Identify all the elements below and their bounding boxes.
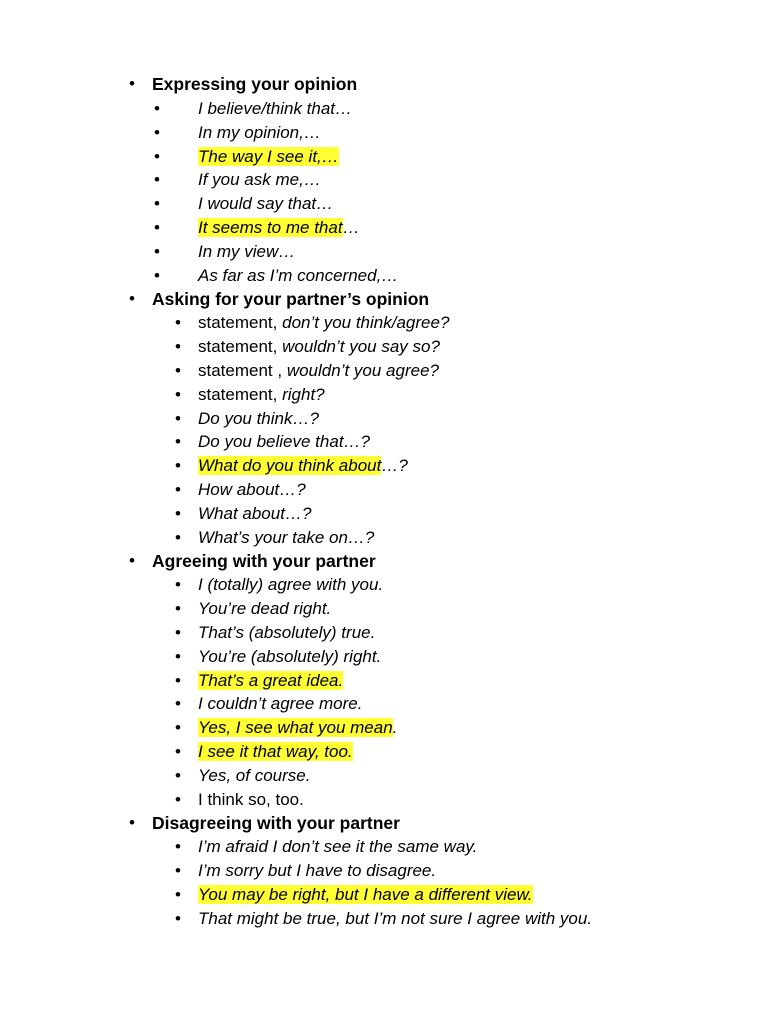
phrase-text (198, 883, 533, 907)
phrase-text (198, 121, 321, 145)
heading-text: Asking for your partner’s opinion (152, 289, 430, 310)
list-item (0, 716, 768, 740)
bullet-icon: • (175, 360, 181, 380)
phrase-hl: I see it that way, too. (198, 741, 353, 761)
list-item (0, 692, 768, 716)
bullet-icon: • (175, 765, 181, 785)
list-item (0, 669, 768, 693)
phrase-text (198, 859, 436, 883)
phrase-italic: wouldn’t you say so? (282, 337, 440, 357)
phrase-hl: What do you think about (198, 456, 382, 476)
phrase-italic: In my opinion,… (198, 122, 321, 142)
heading-text: Disagreeing with your partner (152, 813, 400, 834)
phrase-plain: I think so, too. (198, 789, 304, 809)
phrase-text (198, 692, 362, 716)
phrase-italic: I’m sorry but I have to disagree. (198, 861, 437, 881)
phrase-italic: You’re dead right. (198, 599, 332, 619)
phrase-text (198, 740, 353, 764)
phrase-text (198, 645, 381, 669)
section-disagreeing (0, 811, 768, 930)
list-item (0, 502, 768, 526)
phrase-text (198, 597, 331, 621)
phrase-text (198, 526, 374, 550)
bullet-icon: • (175, 408, 181, 428)
phrase-hl: Yes, I see what you mean (198, 718, 393, 738)
list-item (0, 883, 768, 907)
phrase-italic: What’s your take on…? (198, 527, 375, 547)
list-item (0, 264, 768, 288)
phrase-text (198, 335, 440, 359)
phrase-text (198, 97, 352, 121)
phrase-italic: That’s (absolutely) true. (198, 622, 376, 642)
phrase-italic: As far as I’m concerned,… (198, 265, 399, 285)
bullet-icon: • (129, 289, 135, 309)
phrase-text (198, 168, 321, 192)
bullet-icon: • (175, 908, 181, 928)
phrase-text (198, 764, 310, 788)
phrase-text (198, 430, 370, 454)
list-item (0, 788, 768, 812)
section-agreeing (0, 549, 768, 811)
phrase-text (198, 716, 397, 740)
phrase-list (0, 97, 768, 287)
list-item (0, 621, 768, 645)
phrase-text (198, 359, 439, 383)
bullet-icon: • (175, 575, 181, 595)
bullet-icon: • (175, 503, 181, 523)
list-item (0, 645, 768, 669)
phrase-hl: You may be right, but I have a different view. (198, 884, 533, 904)
list-item (0, 907, 768, 931)
list-item (0, 192, 768, 216)
phrase-italic: If you ask me,… (198, 170, 321, 190)
phrase-text (198, 145, 339, 169)
list-item (0, 454, 768, 478)
list-item (0, 526, 768, 550)
bullet-icon: • (175, 432, 181, 452)
bullet-icon: • (154, 122, 160, 142)
bullet-icon: • (175, 670, 181, 690)
list-item (0, 383, 768, 407)
phrase-text (198, 240, 295, 264)
list-item (0, 240, 768, 264)
phrase-tail: . (392, 718, 398, 738)
list-item (0, 168, 768, 192)
list-item (0, 216, 768, 240)
bullet-icon: • (175, 861, 181, 881)
phrase-italic: don’t you think/agree? (282, 313, 450, 333)
phrase-text (198, 407, 319, 431)
bullet-icon: • (129, 551, 135, 571)
phrase-italic: Do you believe that…? (198, 432, 370, 452)
bullet-icon: • (175, 337, 181, 357)
phrase-text (198, 383, 325, 407)
phrase-hl: The way I see it,… (198, 146, 339, 166)
bullet-icon: • (175, 646, 181, 666)
bullet-icon: • (175, 456, 181, 476)
list-item (0, 597, 768, 621)
bullet-icon: • (175, 313, 181, 333)
section-asking-opinion (0, 287, 768, 549)
phrase-text (198, 907, 592, 931)
bullet-icon: • (129, 74, 135, 93)
section-heading (0, 72, 768, 96)
phrase-italic: I would say that… (198, 194, 334, 214)
list-item (0, 407, 768, 431)
bullet-icon: • (175, 884, 181, 904)
bullet-icon: • (154, 265, 160, 285)
list-item (0, 145, 768, 169)
list-item (0, 97, 768, 121)
bullet-icon: • (154, 170, 160, 190)
heading-text: Agreeing with your partner (152, 551, 376, 572)
section-heading (0, 811, 768, 835)
section-heading (0, 287, 768, 311)
phrase-italic: In my view… (198, 241, 296, 261)
phrase-italic: wouldn’t you agree? (286, 360, 439, 380)
list-item (0, 121, 768, 145)
phrase-list (0, 573, 768, 811)
phrase-italic: I believe/think that… (198, 99, 353, 118)
list-item (0, 573, 768, 597)
phrase-italic: Yes, of course. (198, 765, 311, 785)
list-item (0, 311, 768, 335)
phrase-text (198, 454, 408, 478)
bullet-icon: • (154, 217, 160, 237)
phrase-plain: statement , (198, 360, 287, 380)
phrase-text (198, 835, 477, 859)
phrase-text (198, 264, 398, 288)
phrase-italic: right? (282, 384, 325, 404)
bullet-icon: • (175, 741, 181, 761)
list-item (0, 835, 768, 859)
section-expressing-opinion (0, 72, 768, 287)
phrase-hl: That’s a great idea. (198, 670, 344, 690)
list-item (0, 740, 768, 764)
phrase-text (198, 502, 311, 526)
bullet-icon: • (154, 241, 160, 261)
bullet-icon: • (175, 527, 181, 547)
phrase-italic: How about…? (198, 479, 306, 499)
phrase-italic: I couldn’t agree more. (198, 694, 363, 714)
phrase-plain: statement, (198, 313, 283, 333)
phrase-text (198, 573, 383, 597)
phrase-plain: statement, (198, 384, 283, 404)
phrase-hl: It seems to me that (198, 217, 343, 237)
phrase-tail: …? (381, 456, 408, 476)
phrase-italic: I (totally) agree with you. (198, 575, 384, 595)
phrase-text (198, 311, 449, 335)
bullet-icon: • (154, 194, 160, 214)
bullet-icon: • (175, 622, 181, 642)
phrase-italic: You’re (absolutely) right. (198, 646, 382, 666)
heading-text: Expressing your opinion (152, 74, 358, 94)
phrase-text (198, 621, 375, 645)
list-item (0, 764, 768, 788)
phrase-list (0, 835, 768, 930)
list-item (0, 359, 768, 383)
bullet-icon: • (175, 837, 181, 857)
phrase-text (198, 788, 304, 812)
bullet-icon: • (129, 813, 135, 833)
bullet-icon: • (175, 789, 181, 809)
document-page (0, 72, 768, 931)
bullet-icon: • (175, 599, 181, 619)
bullet-icon: • (175, 718, 181, 738)
bullet-icon: • (175, 384, 181, 404)
section-heading (0, 549, 768, 573)
phrase-tail: … (342, 217, 360, 237)
phrase-text (198, 669, 343, 693)
phrase-text (198, 216, 360, 240)
phrase-list (0, 311, 768, 549)
phrase-plain: statement, (198, 337, 283, 357)
phrase-italic: Do you think…? (198, 408, 319, 428)
list-item (0, 859, 768, 883)
bullet-icon: • (175, 694, 181, 714)
phrase-italic: What about…? (198, 503, 312, 523)
bullet-icon: • (175, 479, 181, 499)
phrase-italic: That might be true, but I’m not sure I agree with you. (198, 908, 593, 928)
bullet-icon: • (154, 146, 160, 166)
phrase-italic: I’m afraid I don’t see it the same way. (198, 837, 478, 857)
bullet-icon: • (154, 99, 160, 118)
phrase-text (198, 478, 306, 502)
list-item (0, 335, 768, 359)
phrase-text (198, 192, 333, 216)
list-item (0, 478, 768, 502)
list-item (0, 430, 768, 454)
